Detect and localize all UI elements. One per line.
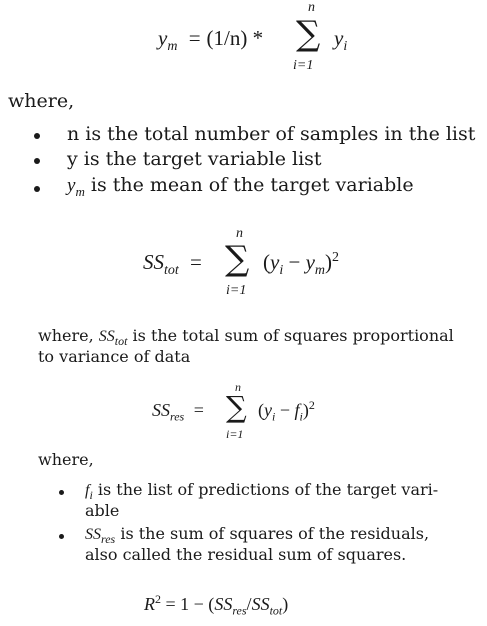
where-label-1: where, [8, 90, 75, 112]
sum-term: $(y_i - f_i)^2$ [258, 398, 315, 424]
sum-symbol: ∑ [226, 390, 247, 424]
paragraph-line: where, $SS_{tot}$ is the total sum of squares proportional [38, 326, 454, 349]
sum-symbol: ∑ [296, 14, 321, 54]
sum-lower-limit: i=1 [293, 58, 314, 73]
sum-lower-limit: i=1 [226, 283, 247, 298]
equation-sstot-lhs: $SS_{tot}$ = [143, 250, 202, 279]
bullet [34, 186, 40, 192]
sum-term: $y_i$ [334, 26, 348, 55]
list-item: $y_m$ is the mean of the target variable [67, 174, 414, 199]
list-item: n is the total number of samples in the list [67, 123, 476, 145]
list-item-continuation: able [85, 501, 120, 520]
equation-r-squared: $R^2 = 1 - (SS_{res}/SS_{tot})$ [144, 592, 289, 618]
sum-term: $(y_i - y_m)^2$ [263, 250, 340, 279]
bullet [59, 490, 64, 495]
sum-lower-limit: i=1 [226, 427, 244, 441]
sum-upper-limit: n [236, 226, 243, 241]
bullet [59, 534, 64, 539]
sum-symbol: ∑ [225, 239, 250, 279]
equation-mean-lhs: $y_m = (1/n)$ * [158, 26, 264, 55]
list-item: y is the target variable list [67, 148, 322, 170]
bullet [34, 133, 40, 139]
list-item: $SS_{res}$ is the sum of squares of the residuals, [85, 524, 430, 547]
sum-upper-limit: n [235, 380, 241, 394]
sum-upper-limit: n [308, 0, 315, 15]
bullet [34, 158, 40, 164]
paragraph-line: to variance of data [38, 347, 191, 366]
list-item: $f_i$ is the list of predictions of the target vari- [85, 480, 439, 503]
equation-ssres-lhs: $SS_{res}$ = [152, 400, 204, 424]
where-label-2: where, [38, 450, 94, 469]
list-item-continuation: also called the residual sum of squares. [85, 545, 407, 564]
